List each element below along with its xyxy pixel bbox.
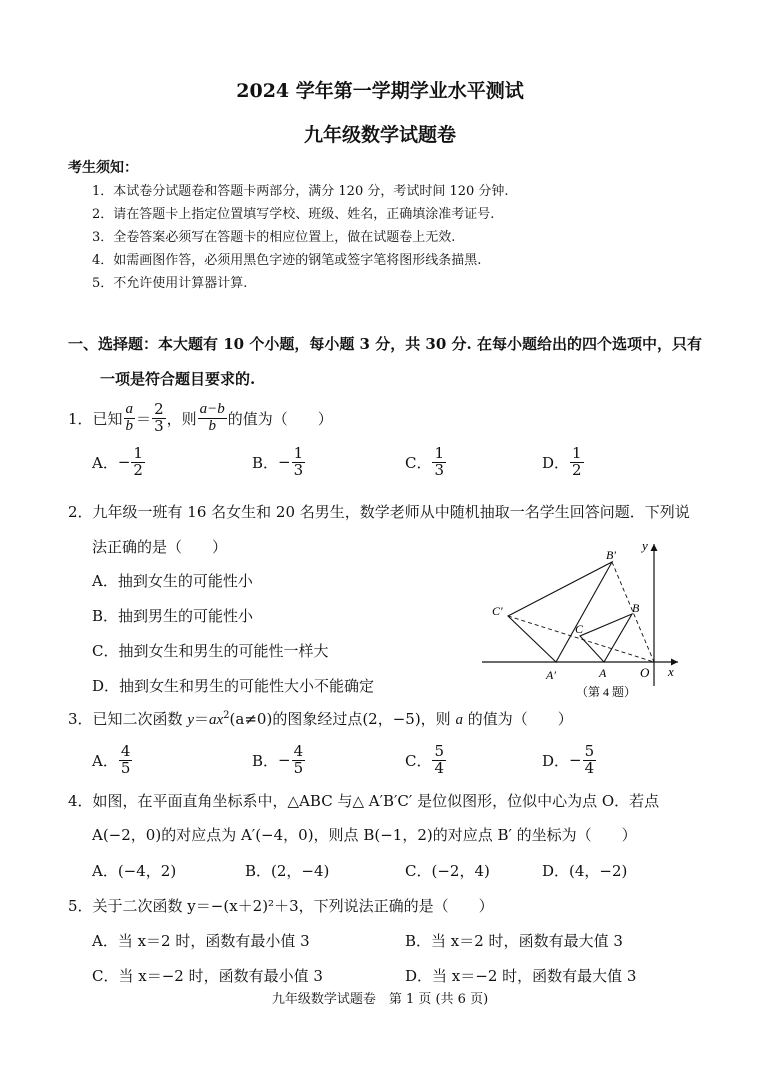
label-x: x (668, 664, 674, 679)
exam-subtitle: 九年级数学试题卷 (303, 124, 456, 146)
label-y: y (642, 538, 648, 553)
q5-option-a: A．当 x＝2 时，函数有最小值 3 (92, 932, 310, 950)
figure-caption: （第 4 题） (576, 685, 637, 699)
q3-option-b: B． − $\frac{4}{5}$ (252, 741, 304, 777)
q3-option-c: C． $\frac{5}{4}$ (405, 741, 445, 777)
section-heading: 一、选择题：本大题有 10 个小题，每小题 3 分，共 30 分. 在每小题给出的四个选项中，只有 (68, 335, 702, 353)
notice-item: 3．全卷答案必须写在答题卡的相应位置上，做在试题卷上无效. (92, 230, 456, 245)
q1-post: 的值为（ ） (227, 409, 333, 428)
triangle-abc (580, 614, 632, 662)
q2-option-a: A．抽到女生的可能性小 (92, 572, 253, 590)
fraction (198, 402, 227, 435)
label-a: A (599, 666, 607, 680)
label-o: O (640, 665, 650, 680)
q3-option-a: A． $\frac{4}{5}$ (92, 741, 131, 777)
question-4-cont: A(−2，0)的对应点为 A′(−4，0)，则点 B(−1，2)的对应点 B′ 的坐标为（ ） (92, 826, 637, 844)
q4-option-b: B．(2，−4) (245, 862, 330, 880)
q5-option-c: C．当 x＝−2 时，函数有最小值 3 (92, 967, 323, 985)
q1-mid: ，则 (166, 409, 197, 428)
frac-den: b (125, 417, 134, 434)
label-c-prime: C′ (492, 604, 503, 618)
q5-option-d: D．当 x＝−2 时，函数有最大值 3 (405, 967, 637, 985)
q1-option-c: C． $\frac{1}{3}$ (405, 443, 445, 479)
question-2-cont: 法正确的是（ ） (92, 538, 228, 556)
question-2: 2．九年级一班有 16 名女生和 20 名男生，数学老师从中随机抽取一名学生回答问题．下列说 (68, 503, 690, 521)
q1-pre: 1．已知 (68, 409, 123, 428)
label-b: B (632, 601, 640, 615)
q4-option-d: D．(4，−2) (542, 862, 628, 880)
frac-num: a−b (199, 400, 225, 417)
notice-item: 5．不允许使用计算器计算. (92, 276, 248, 291)
q1-option-d: D． $\frac{1}{2}$ (542, 443, 582, 479)
equals-sign: ＝ (136, 409, 152, 428)
question-4: 4．如图，在平面直角坐标系中，△ABC 与△ A′B′C′ 是位似图形，位似中心为点 O．若点 (68, 792, 660, 810)
figure-q4 (478, 536, 688, 704)
question-1 (68, 398, 333, 438)
page-footer: 九年级数学试题卷 第 1 页 (共 6 页) (271, 992, 489, 1007)
exam-title: 2024 学年第一学期学业水平测试 (236, 80, 524, 102)
label-b-prime: B′ (606, 548, 616, 562)
fraction (124, 402, 136, 435)
q4-option-c: C．(−2，4) (405, 862, 490, 880)
frac-num: a (125, 400, 134, 417)
notice-item: 2．请在答题卡上指定位置填写学校、班级、姓名，正确填涂准考证号. (92, 207, 495, 222)
fraction (152, 399, 166, 435)
notice-label: 考生须知： (68, 160, 138, 176)
frac-den: 3 (154, 416, 164, 435)
q1-option-b: B． − $\frac{1}{3}$ (252, 443, 304, 479)
triangle-a1b1c1 (508, 562, 612, 662)
label-a-prime: A′ (546, 668, 556, 682)
notice-item: 4．如需画图作答，必须用黑色字迹的钢笔或签字笔将图形线条描黑. (92, 253, 482, 268)
q2-option-d: D．抽到女生和男生的可能性大小不能确定 (92, 677, 375, 695)
section-heading-cont: 一项是符合题目要求的. (100, 370, 256, 388)
question-3: 3．已知二次函数 $y=ax^2(a\ne 0)$的图象经过点(2，−5)，则 a 的值为（ ） (68, 710, 573, 728)
frac-num: 2 (154, 399, 164, 418)
notice-item: 1．本试卷分试题卷和答题卡两部分，满分 120 分，考试时间 120 分钟. (92, 184, 509, 199)
label-c: C (575, 622, 584, 636)
q4-option-a: A．(−4，2) (92, 862, 177, 880)
q5-option-b: B．当 x＝2 时，函数有最大值 3 (405, 932, 623, 950)
q1-option-a: A． − $\frac{1}{2}$ (92, 443, 143, 479)
q2-option-b: B．抽到男生的可能性小 (92, 607, 254, 625)
q2-option-c: C．抽到女生和男生的可能性一样大 (92, 642, 329, 660)
question-5: 5．关于二次函数 y＝−(x＋2)²＋3，下列说法正确的是（ ） (68, 897, 494, 915)
q3-option-d: D． − $\frac{5}{4}$ (542, 741, 595, 777)
frac-den: b (208, 417, 216, 434)
